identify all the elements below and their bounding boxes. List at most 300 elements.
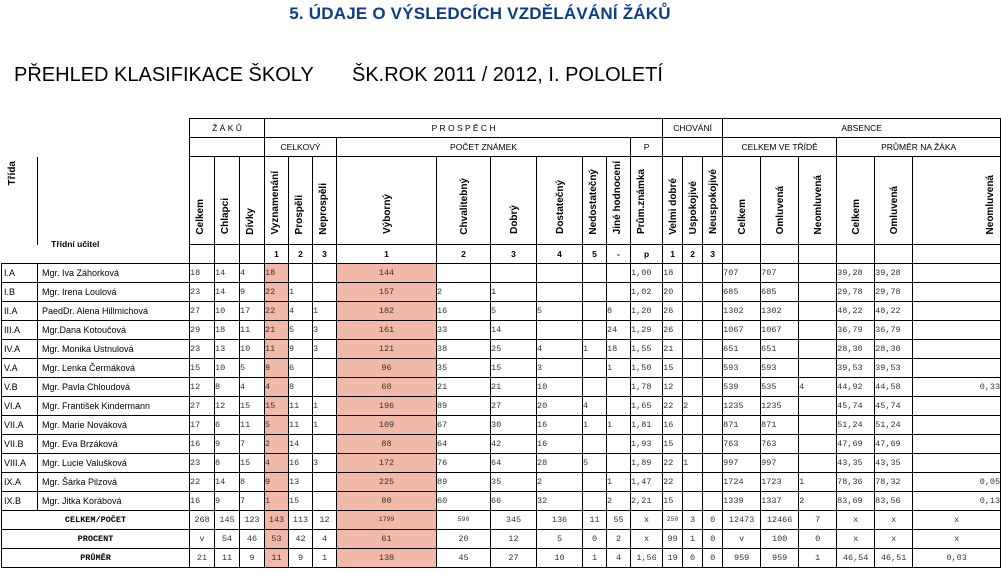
- summary-value-cell: x: [631, 511, 663, 530]
- teacher-cell: Mgr. Pavla Chloudová: [38, 378, 190, 397]
- summary-value-cell: 100: [761, 530, 799, 549]
- value-cell: 871: [761, 416, 799, 435]
- summary-value-cell: 113: [289, 511, 313, 530]
- value-cell: 0,33: [913, 378, 1001, 397]
- summary-value-cell: 55: [607, 511, 631, 530]
- value-cell: 21: [437, 378, 491, 397]
- class-cell: IV.A: [2, 340, 38, 359]
- value-cell: 29,78: [837, 283, 875, 302]
- summary-value-cell: 1: [683, 530, 703, 549]
- value-cell: 4: [289, 302, 313, 321]
- value-cell: [913, 264, 1001, 283]
- value-cell: 47,69: [875, 435, 913, 454]
- value-cell: 535: [761, 378, 799, 397]
- summary-value-cell: 590: [437, 511, 491, 530]
- value-cell: 14: [215, 264, 240, 283]
- value-cell: 14: [215, 473, 240, 492]
- p-header: P: [631, 138, 663, 157]
- summary-value-cell: 0: [703, 530, 723, 549]
- value-cell: 51,24: [837, 416, 875, 435]
- value-cell: 4: [583, 397, 607, 416]
- teacher-cell: Mgr. Irena Loulová: [38, 283, 190, 302]
- summary-rows: [2, 511, 1001, 568]
- value-cell: [437, 264, 491, 283]
- value-cell: 1: [583, 416, 607, 435]
- summary-value-cell: 12: [313, 511, 337, 530]
- value-cell: 18: [190, 264, 215, 283]
- value-cell: [913, 397, 1001, 416]
- summary-value-cell: 123: [240, 511, 265, 530]
- group-header-row-1: [2, 119, 1001, 138]
- summary-value-cell: 21: [190, 549, 215, 568]
- col-divky: Dívky: [245, 207, 256, 235]
- value-cell: [703, 321, 723, 340]
- value-cell: 14: [289, 435, 313, 454]
- value-cell: 1: [607, 473, 631, 492]
- value-cell: 26: [663, 302, 683, 321]
- value-cell: [703, 264, 723, 283]
- value-cell: 1,00: [631, 264, 663, 283]
- class-cell: VI.A: [2, 397, 38, 416]
- teacher-cell: Mgr. Iva Záhorková: [38, 264, 190, 283]
- value-cell: [683, 302, 703, 321]
- col-abs-neomluvena: Neomluvená: [812, 174, 824, 235]
- school-year: ŠK.ROK 2011 / 2012, I. POLOLETÍ: [352, 64, 663, 86]
- summary-value-cell: 11: [265, 549, 289, 568]
- value-cell: 14: [491, 321, 537, 340]
- value-cell: 67: [437, 416, 491, 435]
- value-cell: 4: [265, 454, 289, 473]
- value-cell: 707: [723, 264, 761, 283]
- value-cell: 2: [265, 435, 289, 454]
- col-avg-neomluvena: Neomluvená: [985, 174, 997, 235]
- value-cell: 593: [723, 359, 761, 378]
- summary-value-cell: x: [875, 511, 913, 530]
- page-title: PŘEHLED KLASIFIKACE ŠKOLY: [14, 64, 314, 86]
- summary-value-cell: 1,56: [631, 549, 663, 568]
- value-cell: [799, 340, 837, 359]
- value-cell: [683, 264, 703, 283]
- value-cell: 144: [337, 264, 437, 283]
- value-cell: 651: [723, 340, 761, 359]
- value-cell: 16: [437, 302, 491, 321]
- value-cell: 9: [215, 435, 240, 454]
- value-cell: 1,81: [631, 416, 663, 435]
- value-cell: [607, 283, 631, 302]
- value-cell: 11: [240, 416, 265, 435]
- value-cell: 1,93: [631, 435, 663, 454]
- value-cell: 1,02: [631, 283, 663, 302]
- value-cell: [683, 378, 703, 397]
- summary-label: PROCENT: [2, 530, 190, 549]
- col-neuspokojive: Neuspokojivé: [708, 169, 720, 235]
- summary-value-cell: 12466: [761, 511, 799, 530]
- col-abs-omluvena: Omluvená: [774, 185, 786, 235]
- value-cell: 121: [337, 340, 437, 359]
- summary-value-cell: 0: [703, 549, 723, 568]
- summary-value-cell: 11: [215, 549, 240, 568]
- value-cell: 3: [313, 454, 337, 473]
- summary-value-cell: 136: [537, 511, 583, 530]
- summary-value-cell: 54: [215, 530, 240, 549]
- summary-value-cell: 1799: [337, 511, 437, 530]
- index-cell: 1: [337, 245, 437, 264]
- value-cell: 27: [190, 302, 215, 321]
- value-cell: 1302: [761, 302, 799, 321]
- value-cell: [583, 321, 607, 340]
- value-cell: 2: [683, 397, 703, 416]
- value-cell: 11: [289, 397, 313, 416]
- value-cell: 66: [491, 492, 537, 511]
- teacher-cell: Mgr. Lenka Čermáková: [38, 359, 190, 378]
- value-cell: 16: [190, 492, 215, 511]
- value-cell: 26: [663, 321, 683, 340]
- value-cell: 1,55: [631, 340, 663, 359]
- value-cell: 29: [190, 321, 215, 340]
- prumer-zaka-header: PRŮMĚR NA ŽÁKA: [837, 138, 1001, 157]
- value-cell: 12: [190, 378, 215, 397]
- value-cell: 1,50: [631, 359, 663, 378]
- table-row: [2, 264, 1001, 283]
- value-cell: 2: [537, 473, 583, 492]
- table-row: [2, 378, 1001, 397]
- value-cell: 5: [583, 454, 607, 473]
- section-title: 5. ÚDAJE O VÝSLEDCÍCH VZDĚLÁVÁNÍ ŽÁKŮ: [289, 4, 671, 23]
- value-cell: 1339: [723, 492, 761, 511]
- summary-value-cell: 143: [265, 511, 289, 530]
- value-cell: 6: [215, 416, 240, 435]
- value-cell: 27: [491, 397, 537, 416]
- summary-value-cell: 19: [663, 549, 683, 568]
- value-cell: [583, 359, 607, 378]
- value-cell: 5: [537, 302, 583, 321]
- value-cell: 15: [289, 492, 313, 511]
- teacher-cell: PaedDr. Alena Hillmichová: [38, 302, 190, 321]
- value-cell: 36,79: [837, 321, 875, 340]
- summary-value-cell: 0: [683, 549, 703, 568]
- col-chvalitebny: Chvalitebný: [458, 177, 470, 235]
- summary-value-cell: 99: [663, 530, 683, 549]
- value-cell: 15: [190, 359, 215, 378]
- value-cell: 5: [265, 416, 289, 435]
- summary-value-cell: x: [913, 530, 1001, 549]
- value-cell: [289, 264, 313, 283]
- value-cell: 45,74: [875, 397, 913, 416]
- value-cell: 1337: [761, 492, 799, 511]
- value-cell: 29,78: [875, 283, 913, 302]
- class-cell: II.A: [2, 302, 38, 321]
- summary-value-cell: 42: [289, 530, 313, 549]
- value-cell: 11: [265, 340, 289, 359]
- value-cell: [799, 416, 837, 435]
- value-cell: 10: [240, 340, 265, 359]
- value-cell: 64: [437, 435, 491, 454]
- value-cell: 0,05: [913, 473, 1001, 492]
- value-cell: 10: [215, 302, 240, 321]
- value-cell: 2,21: [631, 492, 663, 511]
- value-cell: 1: [313, 416, 337, 435]
- value-cell: 1: [289, 283, 313, 302]
- index-cell: 2: [683, 245, 703, 264]
- value-cell: [583, 473, 607, 492]
- index-cell: 3: [313, 245, 337, 264]
- value-cell: [703, 473, 723, 492]
- index-cell: 3: [491, 245, 537, 264]
- value-cell: 16: [537, 435, 583, 454]
- summary-value-cell: 20: [437, 530, 491, 549]
- class-cell: VII.A: [2, 416, 38, 435]
- value-cell: 44,92: [837, 378, 875, 397]
- value-cell: [703, 416, 723, 435]
- value-cell: 182: [337, 302, 437, 321]
- value-cell: 1,89: [631, 454, 663, 473]
- index-cell: 5: [583, 245, 607, 264]
- col-velmi-dobre: Velmi dobré: [668, 177, 680, 235]
- value-cell: [913, 454, 1001, 473]
- value-cell: 5: [289, 321, 313, 340]
- value-cell: 15: [491, 359, 537, 378]
- value-cell: [683, 435, 703, 454]
- value-cell: 157: [337, 283, 437, 302]
- value-cell: 1,47: [631, 473, 663, 492]
- value-cell: [799, 435, 837, 454]
- value-cell: 24: [607, 321, 631, 340]
- table-row: [2, 435, 1001, 454]
- summary-value-cell: 4: [313, 530, 337, 549]
- group-header-row-2: [2, 138, 1001, 157]
- value-cell: 593: [761, 359, 799, 378]
- summary-value-cell: 0,03: [913, 549, 1001, 568]
- value-cell: 1,20: [631, 302, 663, 321]
- value-cell: 28,30: [875, 340, 913, 359]
- value-cell: 1: [683, 454, 703, 473]
- value-cell: 9: [215, 492, 240, 511]
- summary-value-cell: 61: [337, 530, 437, 549]
- value-cell: 21: [491, 378, 537, 397]
- col-vyborny: Výborný: [381, 194, 393, 235]
- value-cell: [799, 302, 837, 321]
- summary-label: CELKEM/POČET: [2, 511, 190, 530]
- value-cell: [583, 492, 607, 511]
- value-cell: 1067: [761, 321, 799, 340]
- value-cell: 18: [265, 264, 289, 283]
- table-row: [2, 397, 1001, 416]
- value-cell: 15: [663, 492, 683, 511]
- value-cell: 17: [240, 302, 265, 321]
- table-row: [2, 340, 1001, 359]
- value-cell: [583, 283, 607, 302]
- celkovy-header: CELKOVÝ: [265, 138, 337, 157]
- value-cell: [313, 473, 337, 492]
- value-cell: 1: [607, 359, 631, 378]
- summary-label: PRŮMĚR: [2, 549, 190, 568]
- teacher-cell: Mgr. Jitka Korábová: [38, 492, 190, 511]
- value-cell: 13: [215, 340, 240, 359]
- value-cell: 5: [491, 302, 537, 321]
- summary-value-cell: 0: [799, 530, 837, 549]
- value-cell: 89: [437, 473, 491, 492]
- value-cell: [703, 397, 723, 416]
- teacher-cell: Mgr. Eva Brzáková: [38, 435, 190, 454]
- value-cell: [313, 264, 337, 283]
- class-cell: VIII.A: [2, 454, 38, 473]
- value-cell: 36,79: [875, 321, 913, 340]
- value-cell: 1: [607, 416, 631, 435]
- value-cell: [607, 454, 631, 473]
- value-cell: 4: [265, 378, 289, 397]
- value-cell: 651: [761, 340, 799, 359]
- summary-value-cell: 27: [491, 549, 537, 568]
- value-cell: 39,28: [875, 264, 913, 283]
- value-cell: 8: [215, 454, 240, 473]
- summary-value-cell: 250: [663, 511, 683, 530]
- value-cell: 45,74: [837, 397, 875, 416]
- index-cell: 3: [703, 245, 723, 264]
- value-cell: [703, 378, 723, 397]
- summary-value-cell: 138: [337, 549, 437, 568]
- class-cell: V.B: [2, 378, 38, 397]
- value-cell: 43,35: [837, 454, 875, 473]
- value-cell: 4: [799, 378, 837, 397]
- value-cell: 13: [289, 473, 313, 492]
- value-cell: [683, 340, 703, 359]
- value-cell: [703, 492, 723, 511]
- summary-value-cell: x: [913, 511, 1001, 530]
- value-cell: 7: [240, 435, 265, 454]
- teacher-cell: Mgr. Lucie Valušková: [38, 454, 190, 473]
- value-cell: 20: [537, 397, 583, 416]
- col-celkem: Celkem: [195, 198, 206, 235]
- value-cell: 997: [723, 454, 761, 473]
- value-cell: [491, 264, 537, 283]
- index-cell: 1: [663, 245, 683, 264]
- value-cell: 23: [190, 340, 215, 359]
- value-cell: 15: [240, 454, 265, 473]
- value-cell: 15: [265, 397, 289, 416]
- value-cell: 9: [240, 283, 265, 302]
- value-cell: 20: [663, 283, 683, 302]
- value-cell: 225: [337, 473, 437, 492]
- summary-value-cell: 11: [583, 511, 607, 530]
- value-cell: 10: [215, 359, 240, 378]
- summary-value-cell: 1: [799, 549, 837, 568]
- table-row: [2, 359, 1001, 378]
- value-cell: 1: [799, 473, 837, 492]
- class-rows: [2, 264, 1001, 511]
- value-cell: 1,29: [631, 321, 663, 340]
- value-cell: 39,28: [837, 264, 875, 283]
- summary-value-cell: 2: [607, 530, 631, 549]
- value-cell: [683, 359, 703, 378]
- value-cell: 28,30: [837, 340, 875, 359]
- value-cell: 1724: [723, 473, 761, 492]
- summary-value-cell: 7: [799, 511, 837, 530]
- value-cell: 9: [265, 473, 289, 492]
- summary-value-cell: 959: [723, 549, 761, 568]
- summary-value-cell: 145: [215, 511, 240, 530]
- value-cell: 48,22: [875, 302, 913, 321]
- value-cell: 43,35: [875, 454, 913, 473]
- value-cell: 1235: [723, 397, 761, 416]
- value-cell: 997: [761, 454, 799, 473]
- value-cell: [607, 435, 631, 454]
- value-cell: 17: [190, 416, 215, 435]
- value-cell: [913, 321, 1001, 340]
- value-cell: [913, 359, 1001, 378]
- col-avg-celkem: Celkem: [850, 198, 862, 235]
- value-cell: 11: [240, 321, 265, 340]
- value-cell: 4: [240, 264, 265, 283]
- value-cell: 35: [437, 359, 491, 378]
- value-cell: 64: [491, 454, 537, 473]
- value-cell: 4: [537, 340, 583, 359]
- value-cell: [537, 283, 583, 302]
- value-cell: 172: [337, 454, 437, 473]
- value-cell: 22: [663, 473, 683, 492]
- value-cell: 15: [663, 435, 683, 454]
- summary-value-cell: 12473: [723, 511, 761, 530]
- classification-table: [1, 118, 1001, 568]
- table-row: [2, 283, 1001, 302]
- value-cell: 76: [437, 454, 491, 473]
- value-cell: [703, 435, 723, 454]
- value-cell: 22: [663, 454, 683, 473]
- value-cell: 2: [799, 492, 837, 511]
- value-cell: 68: [337, 378, 437, 397]
- summary-value-cell: 4: [607, 549, 631, 568]
- value-cell: 1,65: [631, 397, 663, 416]
- col-dobry: Dobrý: [508, 205, 520, 235]
- summary-value-cell: 45: [437, 549, 491, 568]
- summary-value-cell: 1: [313, 549, 337, 568]
- celkem-tride-header: CELKEM VE TŘÍDĚ: [723, 138, 837, 157]
- value-cell: 21: [663, 340, 683, 359]
- teacher-cell: Mgr. Marie Nováková: [38, 416, 190, 435]
- value-cell: [583, 378, 607, 397]
- value-cell: 39,53: [837, 359, 875, 378]
- value-cell: 16: [289, 454, 313, 473]
- summary-value-cell: 1: [583, 549, 607, 568]
- value-cell: [913, 283, 1001, 302]
- absence-header: ABSENCE: [723, 119, 1001, 138]
- value-cell: 3: [313, 340, 337, 359]
- value-cell: 5: [240, 359, 265, 378]
- table-row: [2, 492, 1001, 511]
- summary-value-cell: 3: [683, 511, 703, 530]
- value-cell: 2: [437, 283, 491, 302]
- index-cell: 2: [437, 245, 491, 264]
- value-cell: 8: [289, 378, 313, 397]
- value-cell: 0,13: [913, 492, 1001, 511]
- tridni-ucitel-label: Třídní učitel: [51, 238, 100, 249]
- value-cell: [799, 321, 837, 340]
- value-cell: 685: [723, 283, 761, 302]
- value-cell: 42: [491, 435, 537, 454]
- value-cell: 1235: [761, 397, 799, 416]
- col-uspokojive: Uspokojivé: [688, 180, 700, 235]
- value-cell: 22: [265, 302, 289, 321]
- table-row: [2, 321, 1001, 340]
- value-cell: [683, 321, 703, 340]
- value-cell: [703, 454, 723, 473]
- value-cell: 21: [265, 321, 289, 340]
- value-cell: 4: [240, 378, 265, 397]
- value-cell: [313, 283, 337, 302]
- value-cell: [537, 321, 583, 340]
- value-cell: 32: [537, 492, 583, 511]
- teacher-cell: Mgr.Dana Kotoučová: [38, 321, 190, 340]
- summary-row: [2, 511, 1001, 530]
